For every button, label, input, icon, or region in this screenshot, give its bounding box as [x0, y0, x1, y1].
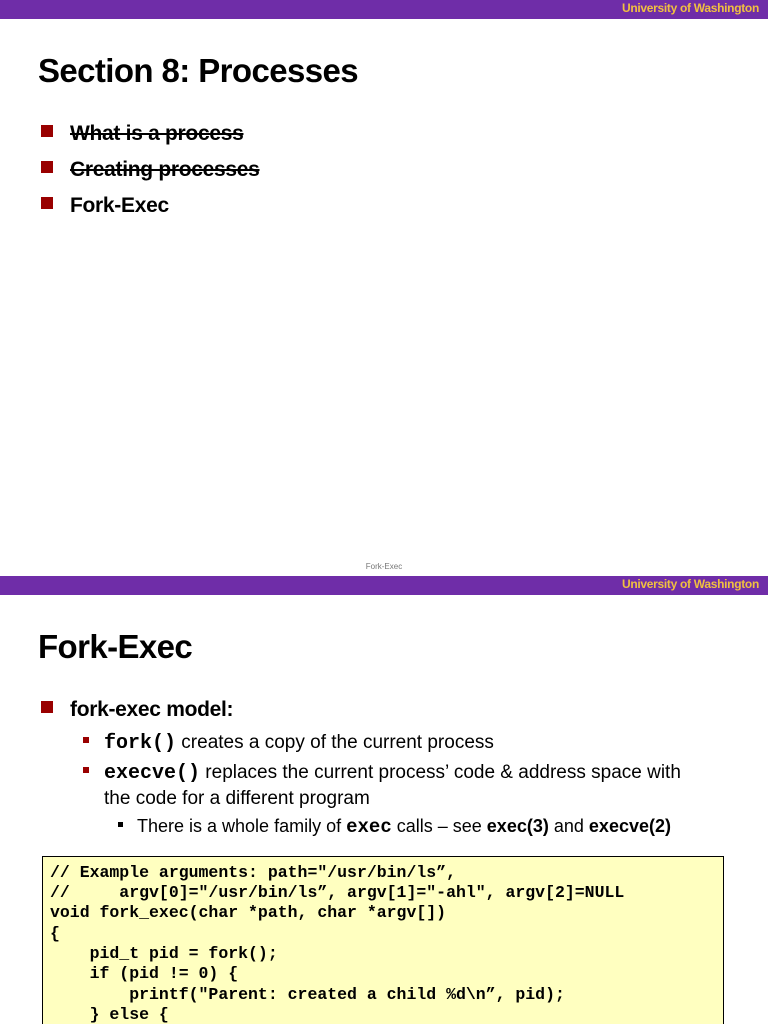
sub-bullet-execve [104, 760, 724, 811]
exec-family-prefix: There is a whole family of [137, 816, 342, 836]
code-execve: execve() [104, 762, 201, 785]
agenda-item-creating-processes: Creating processes [70, 158, 260, 181]
header-bar [0, 0, 768, 19]
code-line: void fork_exec(char *path, char *argv[]) [50, 903, 447, 922]
code-fork: fork() [104, 732, 177, 755]
slide-footer: Fork-Exec [365, 562, 403, 571]
header-bar [0, 576, 768, 595]
slide-fork-exec [0, 576, 768, 1024]
institution-label: University of Washington [621, 1, 759, 15]
sub-bullet-icon [83, 767, 89, 773]
bullet-square-icon [41, 197, 53, 209]
man-ref-execve2: execve(2) [588, 816, 671, 836]
slide-title: Section 8: Processes [38, 52, 358, 89]
sub-bullet-execve-text: replaces the current process’ code & address space with [205, 762, 681, 783]
institution-label: University of Washington [621, 577, 759, 591]
bullet-square-icon [41, 701, 53, 713]
code-line: // argv[0]="/usr/bin/ls”, argv[1]="-ahl", argv[2]=NULL [50, 883, 625, 902]
code-exec: exec [346, 816, 392, 838]
agenda-item-what-is-process: What is a process [70, 122, 244, 145]
sub-bullet-fork [104, 730, 494, 756]
bullet-square-icon [41, 161, 53, 173]
agenda-item-fork-exec: Fork-Exec [70, 194, 169, 217]
exec-family-and: and [553, 816, 584, 836]
sub-bullet-fork-text: creates a copy of the current process [181, 732, 494, 753]
code-line: printf("Parent: created a child %d\n”, pid); [50, 985, 565, 1004]
code-line: pid_t pid = fork(); [50, 944, 278, 963]
slide-title: Fork-Exec [38, 628, 193, 665]
code-line: } else { [50, 1005, 169, 1024]
man-ref-exec3: exec(3) [486, 816, 549, 836]
main-bullet-text: fork-exec model: [70, 698, 234, 721]
code-line: // Example arguments: path="/usr/bin/ls”, [50, 863, 456, 882]
code-line: { [50, 924, 60, 943]
code-line: if (pid != 0) { [50, 964, 239, 983]
exec-family-middle: calls – see [396, 816, 482, 836]
third-bullet-icon [118, 822, 123, 827]
code-example-box [42, 856, 724, 1024]
third-bullet-exec-family [137, 816, 671, 838]
sub-bullet-execve-text-cont: the code for a different program [104, 788, 370, 809]
bullet-square-icon [41, 125, 53, 137]
sub-bullet-icon [83, 737, 89, 743]
